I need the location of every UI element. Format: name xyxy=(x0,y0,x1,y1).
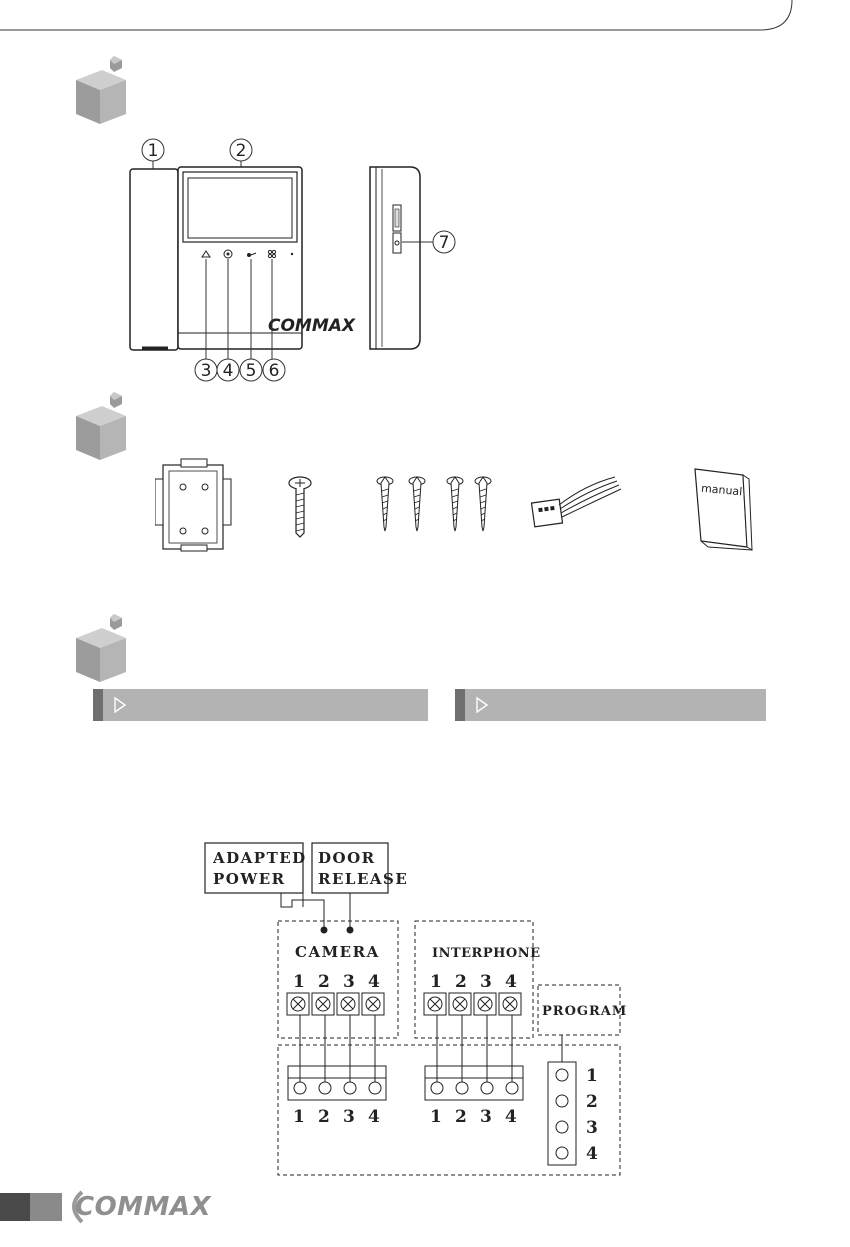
callout-1 xyxy=(142,139,164,173)
callout-6 xyxy=(263,359,285,381)
callout-3 xyxy=(195,359,217,381)
monitor-logo: COMMAX xyxy=(268,316,356,336)
svg-text:1: 1 xyxy=(147,141,159,161)
callout-7 xyxy=(433,231,455,253)
section3-cube-icon xyxy=(74,612,134,684)
svg-text:3: 3 xyxy=(480,1107,492,1127)
footer-page-tab-accent xyxy=(30,1193,62,1221)
wiring-diagram xyxy=(195,838,635,1183)
connector-cable xyxy=(531,477,621,527)
svg-text:1: 1 xyxy=(430,1107,442,1127)
svg-text:3: 3 xyxy=(480,972,492,992)
program-unit xyxy=(538,985,627,1035)
svg-text:4: 4 xyxy=(222,361,234,381)
handset xyxy=(130,169,178,350)
manual-booklet xyxy=(695,469,752,550)
svg-text:CAMERA: CAMERA xyxy=(295,943,380,961)
monitor-terminals xyxy=(278,1045,620,1175)
svg-text:RELEASE: RELEASE xyxy=(318,870,409,888)
adapted-power-box xyxy=(205,843,307,893)
subheader-left xyxy=(93,689,428,721)
svg-text:POWER: POWER xyxy=(213,870,286,888)
svg-text:1: 1 xyxy=(293,972,305,992)
svg-text:4: 4 xyxy=(505,1107,517,1127)
wall-bracket xyxy=(155,459,231,551)
svg-text:5: 5 xyxy=(245,361,257,381)
svg-text:2: 2 xyxy=(455,1107,467,1127)
svg-text:7: 7 xyxy=(438,233,450,253)
svg-text:ADAPTED: ADAPTED xyxy=(213,849,307,867)
camera-unit xyxy=(278,921,398,1038)
footer-brand-logo: COMMAX xyxy=(75,1192,212,1222)
svg-text:INTERPHONE: INTERPHONE xyxy=(432,946,541,961)
svg-text:3: 3 xyxy=(343,972,355,992)
svg-text:3: 3 xyxy=(586,1118,598,1138)
svg-text:2: 2 xyxy=(586,1092,598,1112)
callout-5 xyxy=(240,359,262,381)
section2-cube-icon xyxy=(74,390,134,462)
section1-cube-icon xyxy=(74,54,134,126)
svg-text:2: 2 xyxy=(235,141,247,161)
side-view xyxy=(370,167,420,349)
svg-text:2: 2 xyxy=(318,972,330,992)
svg-text:4: 4 xyxy=(368,1107,380,1127)
play-outline-icon xyxy=(475,695,489,715)
accessories xyxy=(155,455,770,555)
interphone-unit xyxy=(415,921,541,1038)
subheader-right xyxy=(455,689,766,721)
svg-text:4: 4 xyxy=(505,972,517,992)
svg-text:2: 2 xyxy=(318,1107,330,1127)
svg-text:2: 2 xyxy=(455,972,467,992)
svg-text:1: 1 xyxy=(586,1066,598,1086)
svg-text:3: 3 xyxy=(343,1107,355,1127)
svg-text:6: 6 xyxy=(268,361,280,381)
header-rule xyxy=(0,0,850,40)
device-illustration xyxy=(120,135,480,385)
callout-4 xyxy=(217,359,239,381)
svg-text:4: 4 xyxy=(368,972,380,992)
play-outline-icon xyxy=(113,695,127,715)
svg-text:DOOR: DOOR xyxy=(318,849,376,867)
manual-label: manual xyxy=(700,481,743,499)
svg-text:1: 1 xyxy=(430,972,442,992)
svg-text:1: 1 xyxy=(293,1107,305,1127)
wood-screws xyxy=(377,477,491,531)
svg-text:4: 4 xyxy=(586,1144,598,1164)
svg-text:3: 3 xyxy=(200,361,212,381)
svg-text:PROGRAM: PROGRAM xyxy=(542,1004,628,1019)
door-release-box xyxy=(312,843,408,893)
machine-screw xyxy=(289,477,311,537)
